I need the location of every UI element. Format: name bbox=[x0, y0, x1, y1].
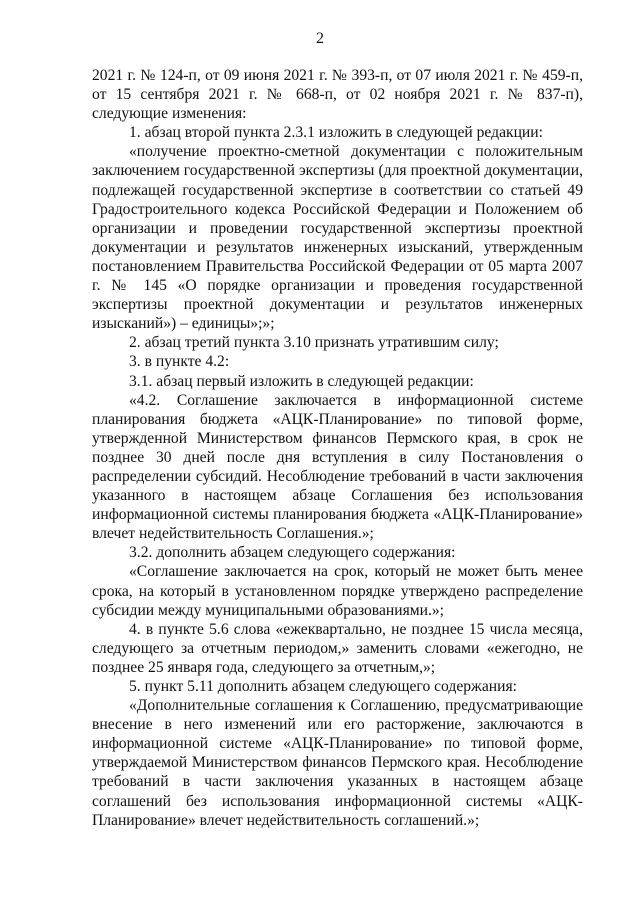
paragraph-item-3-2: 3.2. дополнить абзацем следующего содержания: bbox=[129, 544, 456, 562]
paragraph-item-5: 5. пункт 5.11 дополнить абзацем следующего содержания: bbox=[129, 678, 517, 695]
paragraph-item-2: 2. абзац третий пункта 3.10 признать утратившим силу; bbox=[129, 334, 499, 352]
document-body bbox=[92, 66, 583, 830]
paragraph-amendment-list-continuation: 2021 г. № 124-п, от 09 июня 2021 г. № 393-п, от 07 июля 2021 г. № 459-п, от 15 сентября 2021 г. № 668-п, от 02 ноября 2021 г. № 837-п), следующие изменения: bbox=[92, 67, 583, 123]
paragraph-item-3-1: 3.1. абзац первый изложить в следующей редакции: bbox=[129, 372, 474, 390]
page-number: 2 bbox=[316, 30, 324, 47]
paragraph-item-5-text: «Дополнительные соглашения к Соглашению, предусматривающие внесение в него изменений или его расторжение, заключаются в информационной системе «АЦК-Планирование» по типовой форме, утверждаемой Министерством финансов Пермского края. Несоблюдение требований в части заключения указанных в настоящем абзаце соглашений без использования информационной системы «АЦК-Планирование» влечет недействительность соглашений.»; bbox=[92, 697, 583, 829]
paragraph-item-3-1-text: «4.2. Соглашение заключается в информационной системе планирования бюджета «АЦК-Планирование» по типовой форме, утвержденной Министерством финансов Пермского края, в срок не позднее 30 дней после дня вступления в силу Постановления о распределении субсидий. Несоблюдение требований в части заключения указанного в настоящем абзаце Соглашения без использования информационной системы планирования бюджета «АЦК-Планирование» влечет недействительность Соглашения.»; bbox=[92, 391, 583, 543]
paragraph-item-4: 4. в пункте 5.6 слова «ежеквартально, не позднее 15 числа месяца, следующего за отчетным периодом,» заменить словами «ежегодно, не позднее 25 января года, следующего за отчетным,»; bbox=[92, 620, 583, 676]
paragraph-item-3-2-text: «Соглашение заключается на срок, который не может быть менее срока, на который в установленном порядке утверждено распределение субсидии между муниципальными образованиями.»; bbox=[92, 563, 583, 619]
paragraph-item-1-text: «получение проектно-сметной документации с положительным заключением государственной экспертизы (для проектной документации, подлежащей государственной экспертизе в соответствии со статьей 49 Градостроительного кодекса Российской Федерации и Положением об организации и проведении государственной экспертизы проектной документации и результатов инженерных изысканий, утвержденным постановлением Правительства Российской Федерации от 05 марта 2007 г. № 145 «О порядке организации и проведения государственной экспертизы проектной документации и результатов инженерных изысканий») – единицы»;»; bbox=[92, 143, 583, 333]
paragraph-item-1: 1. абзац второй пункта 2.3.1 изложить в следующей редакции: bbox=[129, 124, 543, 142]
paragraph-item-3: 3. в пункте 4.2: bbox=[129, 353, 230, 371]
